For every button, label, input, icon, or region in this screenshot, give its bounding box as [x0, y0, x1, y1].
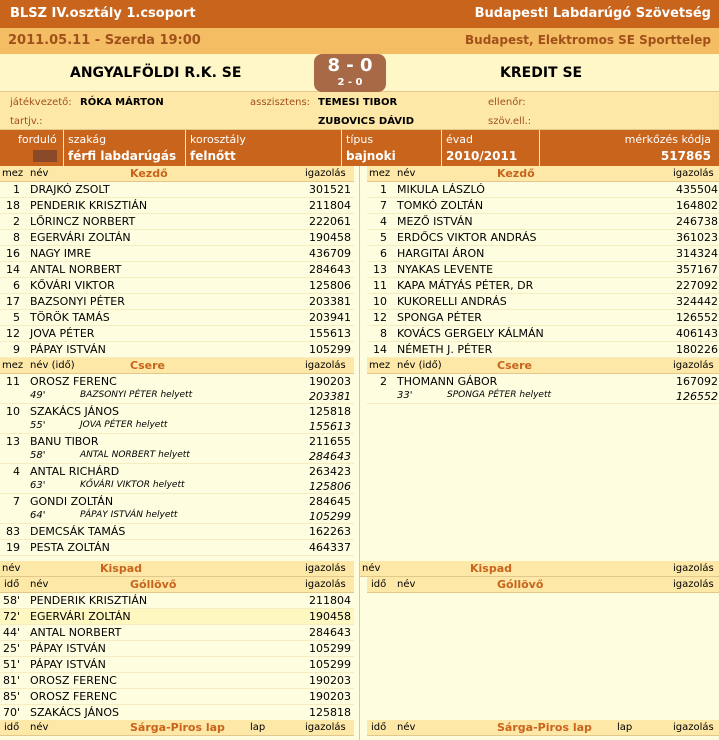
player-row [367, 294, 719, 310]
license-id: 284645 [309, 495, 351, 508]
home-starters-table [0, 166, 354, 358]
license-id: 203941 [309, 311, 351, 324]
jersey-number: 17 [6, 295, 20, 308]
license-id: 167092 [676, 375, 718, 388]
player-name: PÁPAY ISTVÁN [30, 343, 106, 356]
scorer-name: PENDERIK KRISZTIÁN [30, 594, 148, 607]
jersey-number: 4 [13, 465, 20, 478]
column-divider [359, 166, 360, 740]
jersey-number: 10 [373, 295, 387, 308]
player-name: TÖRÖK TAMÁS [30, 311, 110, 324]
goal-row [0, 641, 354, 657]
code-label: mérkőzés kódja [624, 133, 711, 146]
kind-value: bajnoki [346, 149, 396, 163]
col-igazolas: igazolás [305, 579, 346, 590]
replaced-player: PÁPAY ISTVÁN helyett [80, 510, 178, 520]
goal-minute: 25' [2, 642, 20, 655]
meta-type [64, 130, 186, 166]
goal-minute: 58' [2, 594, 20, 607]
col-nev: név [30, 579, 49, 590]
replaced-license-id: 284643 [309, 450, 351, 463]
home-starters-header [0, 166, 354, 182]
player-row [367, 326, 719, 342]
age-value: felnőtt [190, 149, 236, 163]
license-id: 162263 [309, 525, 351, 538]
player-row [367, 198, 719, 214]
player-name: PENDERIK KRISZTIÁN [30, 199, 148, 212]
col-igazolas: igazolás [673, 722, 714, 733]
home-subs-table [0, 358, 354, 556]
player-row [0, 214, 354, 230]
jersey-number: 13 [373, 263, 387, 276]
col-nev: név [30, 168, 49, 179]
match-meta-bar [0, 130, 719, 166]
jersey-number: 1 [13, 183, 20, 196]
col-nev: név [362, 563, 381, 574]
referee-label: játékvezető: [10, 97, 72, 108]
player-name: NAGY IMRE [30, 247, 92, 260]
col-igazolas: igazolás [305, 563, 346, 574]
meta-age [186, 130, 342, 166]
col-lap: lap [617, 722, 633, 733]
substitution-row [367, 374, 719, 404]
player-name: BANU TIBOR [30, 435, 99, 448]
player-name: KAPA MÁTYÁS PÉTER, DR [397, 279, 534, 292]
license-id: 314324 [676, 247, 718, 260]
license-id: 263423 [309, 465, 351, 478]
away-cards-header [367, 720, 719, 736]
player-name: KOVÁCS GERGELY KÁLMÁN [397, 327, 544, 340]
home-goals-rows [0, 593, 354, 721]
jersey-number: 7 [380, 199, 387, 212]
goal-minute: 72' [2, 610, 20, 623]
home-bench-header-block [0, 561, 354, 577]
away-cards-table [367, 720, 719, 736]
away-subs-table [367, 358, 719, 404]
license-id: 164802 [676, 199, 718, 212]
jersey-number: 4 [380, 215, 387, 228]
license-id: 222061 [309, 215, 351, 228]
player-name: HARGITAI ÁRON [397, 247, 485, 260]
jersey-number: 12 [6, 327, 20, 340]
player-row [0, 310, 354, 326]
license-id: 105299 [309, 658, 351, 671]
player-row [0, 294, 354, 310]
jersey-number: 16 [6, 247, 20, 260]
col-mez: mez [369, 168, 391, 179]
license-id: 190203 [309, 375, 351, 388]
goal-minute: 51' [2, 658, 20, 671]
match-venue: Budapest, Elektromos SE Sporttelep [465, 33, 711, 47]
age-label: korosztály [190, 133, 246, 146]
match-datetime: 2011.05.11 - Szerda 19:00 [8, 33, 201, 48]
home-team-name: ANGYALFÖLDI R.K. SE [70, 65, 242, 81]
home-subs-title: Csere [130, 359, 165, 372]
goal-minute: 44' [2, 626, 20, 639]
home-bench-rows [0, 524, 354, 556]
player-row [0, 540, 354, 556]
license-id: 190458 [309, 610, 351, 623]
home-bench-title: Kispad [100, 562, 143, 575]
license-id: 125818 [309, 405, 351, 418]
away-starters-rows [367, 182, 719, 358]
player-row [0, 246, 354, 262]
license-id: 284643 [309, 626, 351, 639]
home-cards-header [0, 720, 354, 736]
replaced-player: SPONGA PÉTER helyett [447, 390, 552, 400]
license-id: 324442 [676, 295, 718, 308]
sub-minute: 55' [30, 420, 46, 431]
referee-name: RÓKA MÁRTON [80, 97, 164, 108]
player-name: TOMKÓ ZOLTÁN [397, 199, 484, 212]
away-cards-title: Sárga-Piros lap [497, 721, 592, 734]
replaced-player: ANTAL NORBERT helyett [80, 450, 190, 460]
halftime-score: 2 - 0 [337, 77, 363, 88]
final-score: 8 - 0 [327, 55, 373, 76]
col-igazolas: igazolás [305, 360, 346, 371]
player-row [0, 326, 354, 342]
away-goals-table [367, 577, 719, 593]
kind-label: típus [346, 133, 374, 146]
away-goals-header [367, 577, 719, 593]
license-id: 203381 [309, 295, 351, 308]
col-nev: név [30, 722, 49, 733]
player-name: ERDŐCS VIKTOR ANDRÁS [397, 231, 537, 244]
substitution-row [0, 434, 354, 464]
sub-minute: 58' [30, 450, 46, 461]
substitution-row [0, 494, 354, 524]
redacted-block [33, 150, 57, 162]
col-igazolas: igazolás [305, 168, 346, 179]
license-id: 190458 [309, 231, 351, 244]
league-name: BLSZ IV.osztály 1.csoport [10, 6, 196, 21]
license-id: 105299 [309, 343, 351, 356]
player-row [367, 310, 719, 326]
license-id: 464337 [309, 541, 351, 554]
jersey-number: 5 [13, 311, 20, 324]
away-bench-header [360, 561, 719, 577]
col-nev: név [397, 168, 416, 179]
sub-minute: 49' [30, 390, 46, 401]
replaced-license-id: 126552 [676, 390, 718, 403]
license-id: 211804 [309, 594, 351, 607]
license-id: 301521 [309, 183, 351, 196]
code-value: 517865 [660, 149, 711, 163]
jersey-number: 12 [373, 311, 387, 324]
license-id: 436709 [309, 247, 351, 260]
license-id: 357167 [676, 263, 718, 276]
player-name: GONDI ZOLTÁN [30, 495, 114, 508]
home-starters-title: Kezdő [130, 167, 168, 180]
col-igazolas: igazolás [673, 168, 714, 179]
col-mez: mez [369, 360, 391, 371]
goal-minute: 81' [2, 674, 20, 687]
goal-row [0, 609, 354, 625]
scorer-name: EGERVÁRI ZOLTÁN [30, 610, 131, 623]
col-nev: név [397, 722, 416, 733]
player-row [367, 262, 719, 278]
meta-round [0, 130, 64, 166]
col-nev: név [397, 579, 416, 590]
license-id: 190203 [309, 690, 351, 703]
license-id: 361023 [676, 231, 718, 244]
license-id: 126552 [676, 311, 718, 324]
substitution-row [0, 374, 354, 404]
jersey-number: 14 [6, 263, 20, 276]
jersey-number: 8 [13, 231, 20, 244]
away-subs-rows [367, 374, 719, 404]
license-id: 406143 [676, 327, 718, 340]
jersey-number: 13 [6, 435, 20, 448]
away-starters-title: Kezdő [497, 167, 535, 180]
jersey-number: 19 [6, 541, 20, 554]
jersey-number: 11 [6, 375, 20, 388]
player-name: NÉMETH J. PÉTER [397, 343, 493, 356]
meta-code [540, 130, 719, 166]
szov-ell-label: szöv.ell.: [488, 116, 532, 127]
jersey-number: 2 [380, 375, 387, 388]
officials-panel [0, 92, 719, 130]
license-id: 125806 [309, 279, 351, 292]
jersey-number: 9 [13, 343, 20, 356]
scorer-name: PÁPAY ISTVÁN [30, 642, 106, 655]
col-ido: idő [371, 579, 387, 590]
away-starters-header [367, 166, 719, 182]
license-id: 190203 [309, 674, 351, 687]
sub-minute: 63' [30, 480, 46, 491]
license-id: 227092 [676, 279, 718, 292]
meta-season [442, 130, 540, 166]
away-subs-title: Csere [497, 359, 532, 372]
player-name: NYAKAS LEVENTE [397, 263, 494, 276]
replaced-license-id: 155613 [309, 420, 351, 433]
col-lap: lap [250, 722, 266, 733]
player-name: DRAJKÓ ZSOLT [30, 183, 110, 196]
player-row [367, 246, 719, 262]
col-igazolas: igazolás [673, 563, 714, 574]
col-ido: idő [371, 722, 387, 733]
player-row [0, 198, 354, 214]
col-nev-ido: név (idő) [30, 360, 75, 371]
col-nev-ido: név (idő) [397, 360, 442, 371]
inspector-label: ellenőr: [488, 97, 526, 108]
player-name: ANTAL NORBERT [30, 263, 122, 276]
player-name: PESTA ZOLTÁN [30, 541, 110, 554]
home-subs-rows [0, 374, 354, 524]
goal-minute: 70' [2, 706, 20, 719]
assistant-1-name: TEMESI TIBOR [318, 97, 398, 108]
replaced-player: JOVA PÉTER helyett [80, 420, 168, 430]
player-row [0, 182, 354, 198]
jersey-number: 2 [13, 215, 20, 228]
assistant-label: asszisztens: [250, 97, 311, 108]
license-id: 246738 [676, 215, 718, 228]
col-igazolas: igazolás [673, 579, 714, 590]
player-row [367, 278, 719, 294]
scorer-name: OROSZ FERENC [30, 690, 117, 703]
jersey-number: 10 [6, 405, 20, 418]
col-ido: idő [4, 722, 20, 733]
home-bench-header [0, 561, 354, 577]
player-name: LŐRINCZ NORBERT [30, 215, 136, 228]
player-row [0, 342, 354, 358]
license-id: 155613 [309, 327, 351, 340]
jersey-number: 11 [373, 279, 387, 292]
assistant-2-name: ZUBOVICS DÁVID [318, 116, 415, 127]
license-id: 211804 [309, 199, 351, 212]
home-goals-header [0, 577, 354, 593]
away-starters-table [367, 166, 719, 358]
player-row [367, 214, 719, 230]
player-row [0, 230, 354, 246]
federation-name: Budapesti Labdarúgó Szövetség [474, 6, 711, 21]
home-subs-header [0, 358, 354, 374]
substitution-row [0, 464, 354, 494]
home-starters-rows [0, 182, 354, 358]
type-label: szakág [68, 133, 107, 146]
scorer-name: SZAKÁCS JÁNOS [30, 706, 119, 719]
jersey-number: 18 [6, 199, 20, 212]
home-goals-table [0, 577, 354, 721]
goal-row [0, 657, 354, 673]
player-row [0, 278, 354, 294]
player-name: JOVA PÉTER [30, 327, 95, 340]
away-goals-title: Góllövő [497, 578, 544, 591]
license-id: 435504 [676, 183, 718, 196]
goal-row [0, 593, 354, 609]
date-bar [0, 28, 719, 54]
license-id: 180226 [676, 343, 718, 356]
col-igazolas: igazolás [305, 722, 346, 733]
replaced-player: BAZSONYI PÉTER helyett [80, 390, 193, 400]
season-label: évad [446, 133, 474, 146]
player-name: KŐVÁRI VIKTOR [30, 279, 115, 292]
sub-minute: 64' [30, 510, 46, 521]
player-name: SPONGA PÉTER [397, 311, 482, 324]
license-id: 284643 [309, 263, 351, 276]
replaced-license-id: 105299 [309, 510, 351, 523]
jersey-number: 14 [373, 343, 387, 356]
player-row [0, 524, 354, 540]
jersey-number: 6 [13, 279, 20, 292]
player-name: KUKORELLI ANDRÁS [397, 295, 507, 308]
goal-minute: 85' [2, 690, 20, 703]
round-label: forduló [18, 133, 57, 146]
goal-row [0, 625, 354, 641]
player-row [367, 182, 719, 198]
player-name: BAZSONYI PÉTER [30, 295, 125, 308]
col-mez: mez [2, 168, 24, 179]
col-ido: idő [4, 579, 20, 590]
score-box [314, 54, 386, 92]
col-nev: név [2, 563, 21, 574]
tartjv-label: tartjv.: [10, 116, 43, 127]
away-bench-header-block [360, 561, 719, 577]
substitution-row [0, 404, 354, 434]
type-value: férfi labdarúgás [68, 149, 177, 163]
license-id: 105299 [309, 642, 351, 655]
player-name: ANTAL RICHÁRD [30, 465, 120, 478]
away-subs-header [367, 358, 719, 374]
scorer-name: OROSZ FERENC [30, 674, 117, 687]
col-mez: mez [2, 360, 24, 371]
replaced-player: KŐVÁRI VIKTOR helyett [80, 480, 185, 490]
home-cards-table [0, 720, 354, 736]
replaced-license-id: 125806 [309, 480, 351, 493]
jersey-number: 6 [380, 247, 387, 260]
player-name: OROSZ FERENC [30, 375, 117, 388]
replaced-license-id: 203381 [309, 390, 351, 403]
goal-row [0, 705, 354, 721]
sub-minute: 33' [397, 390, 413, 401]
player-row [367, 230, 719, 246]
goal-row [0, 673, 354, 689]
player-row [0, 262, 354, 278]
col-igazolas: igazolás [673, 360, 714, 371]
player-name: EGERVÁRI ZOLTÁN [30, 231, 131, 244]
license-id: 211655 [309, 435, 351, 448]
away-team-name: KREDIT SE [500, 65, 583, 81]
jersey-number: 5 [380, 231, 387, 244]
player-name: SZAKÁCS JÁNOS [30, 405, 119, 418]
player-name: THOMANN GÁBOR [397, 375, 498, 388]
goal-row [0, 689, 354, 705]
jersey-number: 83 [6, 525, 20, 538]
title-bar [0, 0, 719, 28]
home-goals-title: Góllövő [130, 578, 177, 591]
away-bench-title: Kispad [470, 562, 513, 575]
jersey-number: 7 [13, 495, 20, 508]
player-name: MEZŐ ISTVÁN [397, 215, 473, 228]
jersey-number: 8 [380, 327, 387, 340]
home-cards-title: Sárga-Piros lap [130, 721, 225, 734]
meta-kind [342, 130, 442, 166]
scorer-name: ANTAL NORBERT [30, 626, 122, 639]
player-name: DEMCSÁK TAMÁS [30, 525, 126, 538]
player-name: MIKULA LÁSZLÓ [397, 183, 485, 196]
jersey-number: 1 [380, 183, 387, 196]
player-row [367, 342, 719, 358]
season-value: 2010/2011 [446, 149, 518, 163]
license-id: 125818 [309, 706, 351, 719]
scorer-name: PÁPAY ISTVÁN [30, 658, 106, 671]
